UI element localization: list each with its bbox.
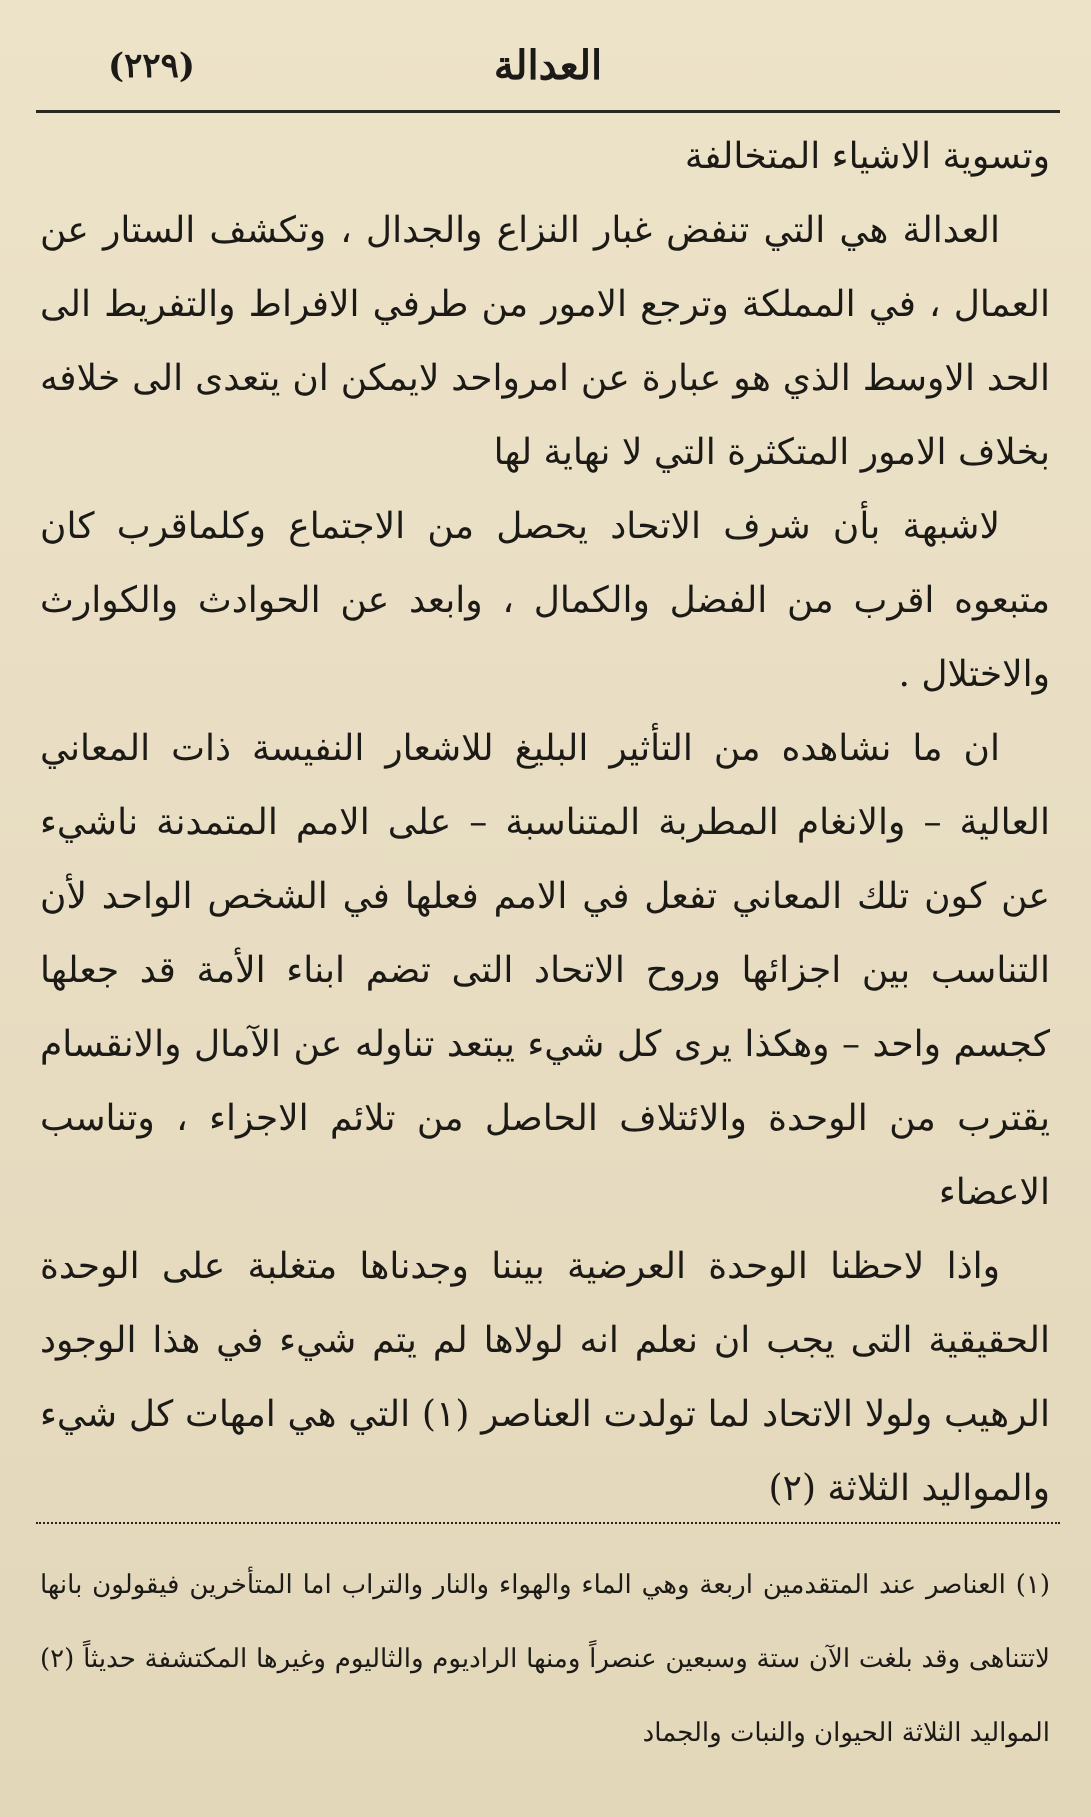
paragraph: وتسوية الاشياء المتخالفة [684, 136, 1050, 177]
running-title: العدالة [493, 42, 603, 89]
paragraph: واذا لاحظنا الوحدة العرضية بيننا وجدناها متغلبة على الوحدة الحقيقية التى يجب ان نعلم انه لولاها لم يتم شيء في هذا الوجود الرهيب ولولا الاتحاد لما تولدت العناصر (١) التي هي امهات كل شيء والمواليد الثلاثة (٢) [40, 1246, 1050, 1509]
footnote-separator [36, 1522, 1060, 1524]
page-header [36, 38, 1060, 108]
header-rule [36, 110, 1060, 113]
footnotes [40, 1548, 1050, 1770]
paragraph: لاشبهة بأن شرف الاتحاد يحصل من الاجتماع وكلماقرب كان متبعوه اقرب من الفضل والكمال ، وابعد عن الحوادث والكوارث والاختلال . [40, 506, 1050, 695]
footnote-1 [40, 1548, 1050, 1770]
paragraph: ان ما نشاهده من التأثير البليغ للاشعار النفيسة ذات المعاني العالية – والانغام المطربة المتناسبة – على الامم المتمدنة ناشيء عن كون تلك المعاني تفعل في الامم فعلها في الشخص الواحد لأن التناسب بين اجزائها وروح الاتحاد التى تضم ابناء الأمة قد جعلها كجسم واحد – وهكذا يرى كل شيء يبتعد تناوله عن الآمال والانقسام يقترب من الوحدة والائتلاف الحاصل من تلائم الاجزاء ، وتناسب الاعضاء [40, 728, 1050, 1213]
footnote-1-text: (١) العناصر عند المتقدمين اربعة وهي الماء والهواء والنار والتراب اما المتأخرين فيقولون بانها لاتتناهى وقد بلغت الآن ستة وسبعين عنصراً ومنها الراديوم والثاليوم وغيرها المكتشفة حديثاً [40, 1570, 1050, 1674]
paragraph: العدالة هي التي تنفض غبار النزاع والجدال ، وتكشف الستار عن العمال ، في المملكة وترجع الامور من طرفي الافراط والتفريط الى الحد الاوسط الذي هو عبارة عن امرواحد لايمكن ان يتعدى الى خلافه بخلاف الامور المتكثرة التي لا نهاية لها [40, 210, 1051, 473]
page-number: (٢٢٩) [108, 46, 195, 86]
main-text [40, 120, 1050, 1526]
footnote-2: (٢) المواليد الثلاثة الحيوان والنبات والجماد [40, 1644, 1050, 1748]
